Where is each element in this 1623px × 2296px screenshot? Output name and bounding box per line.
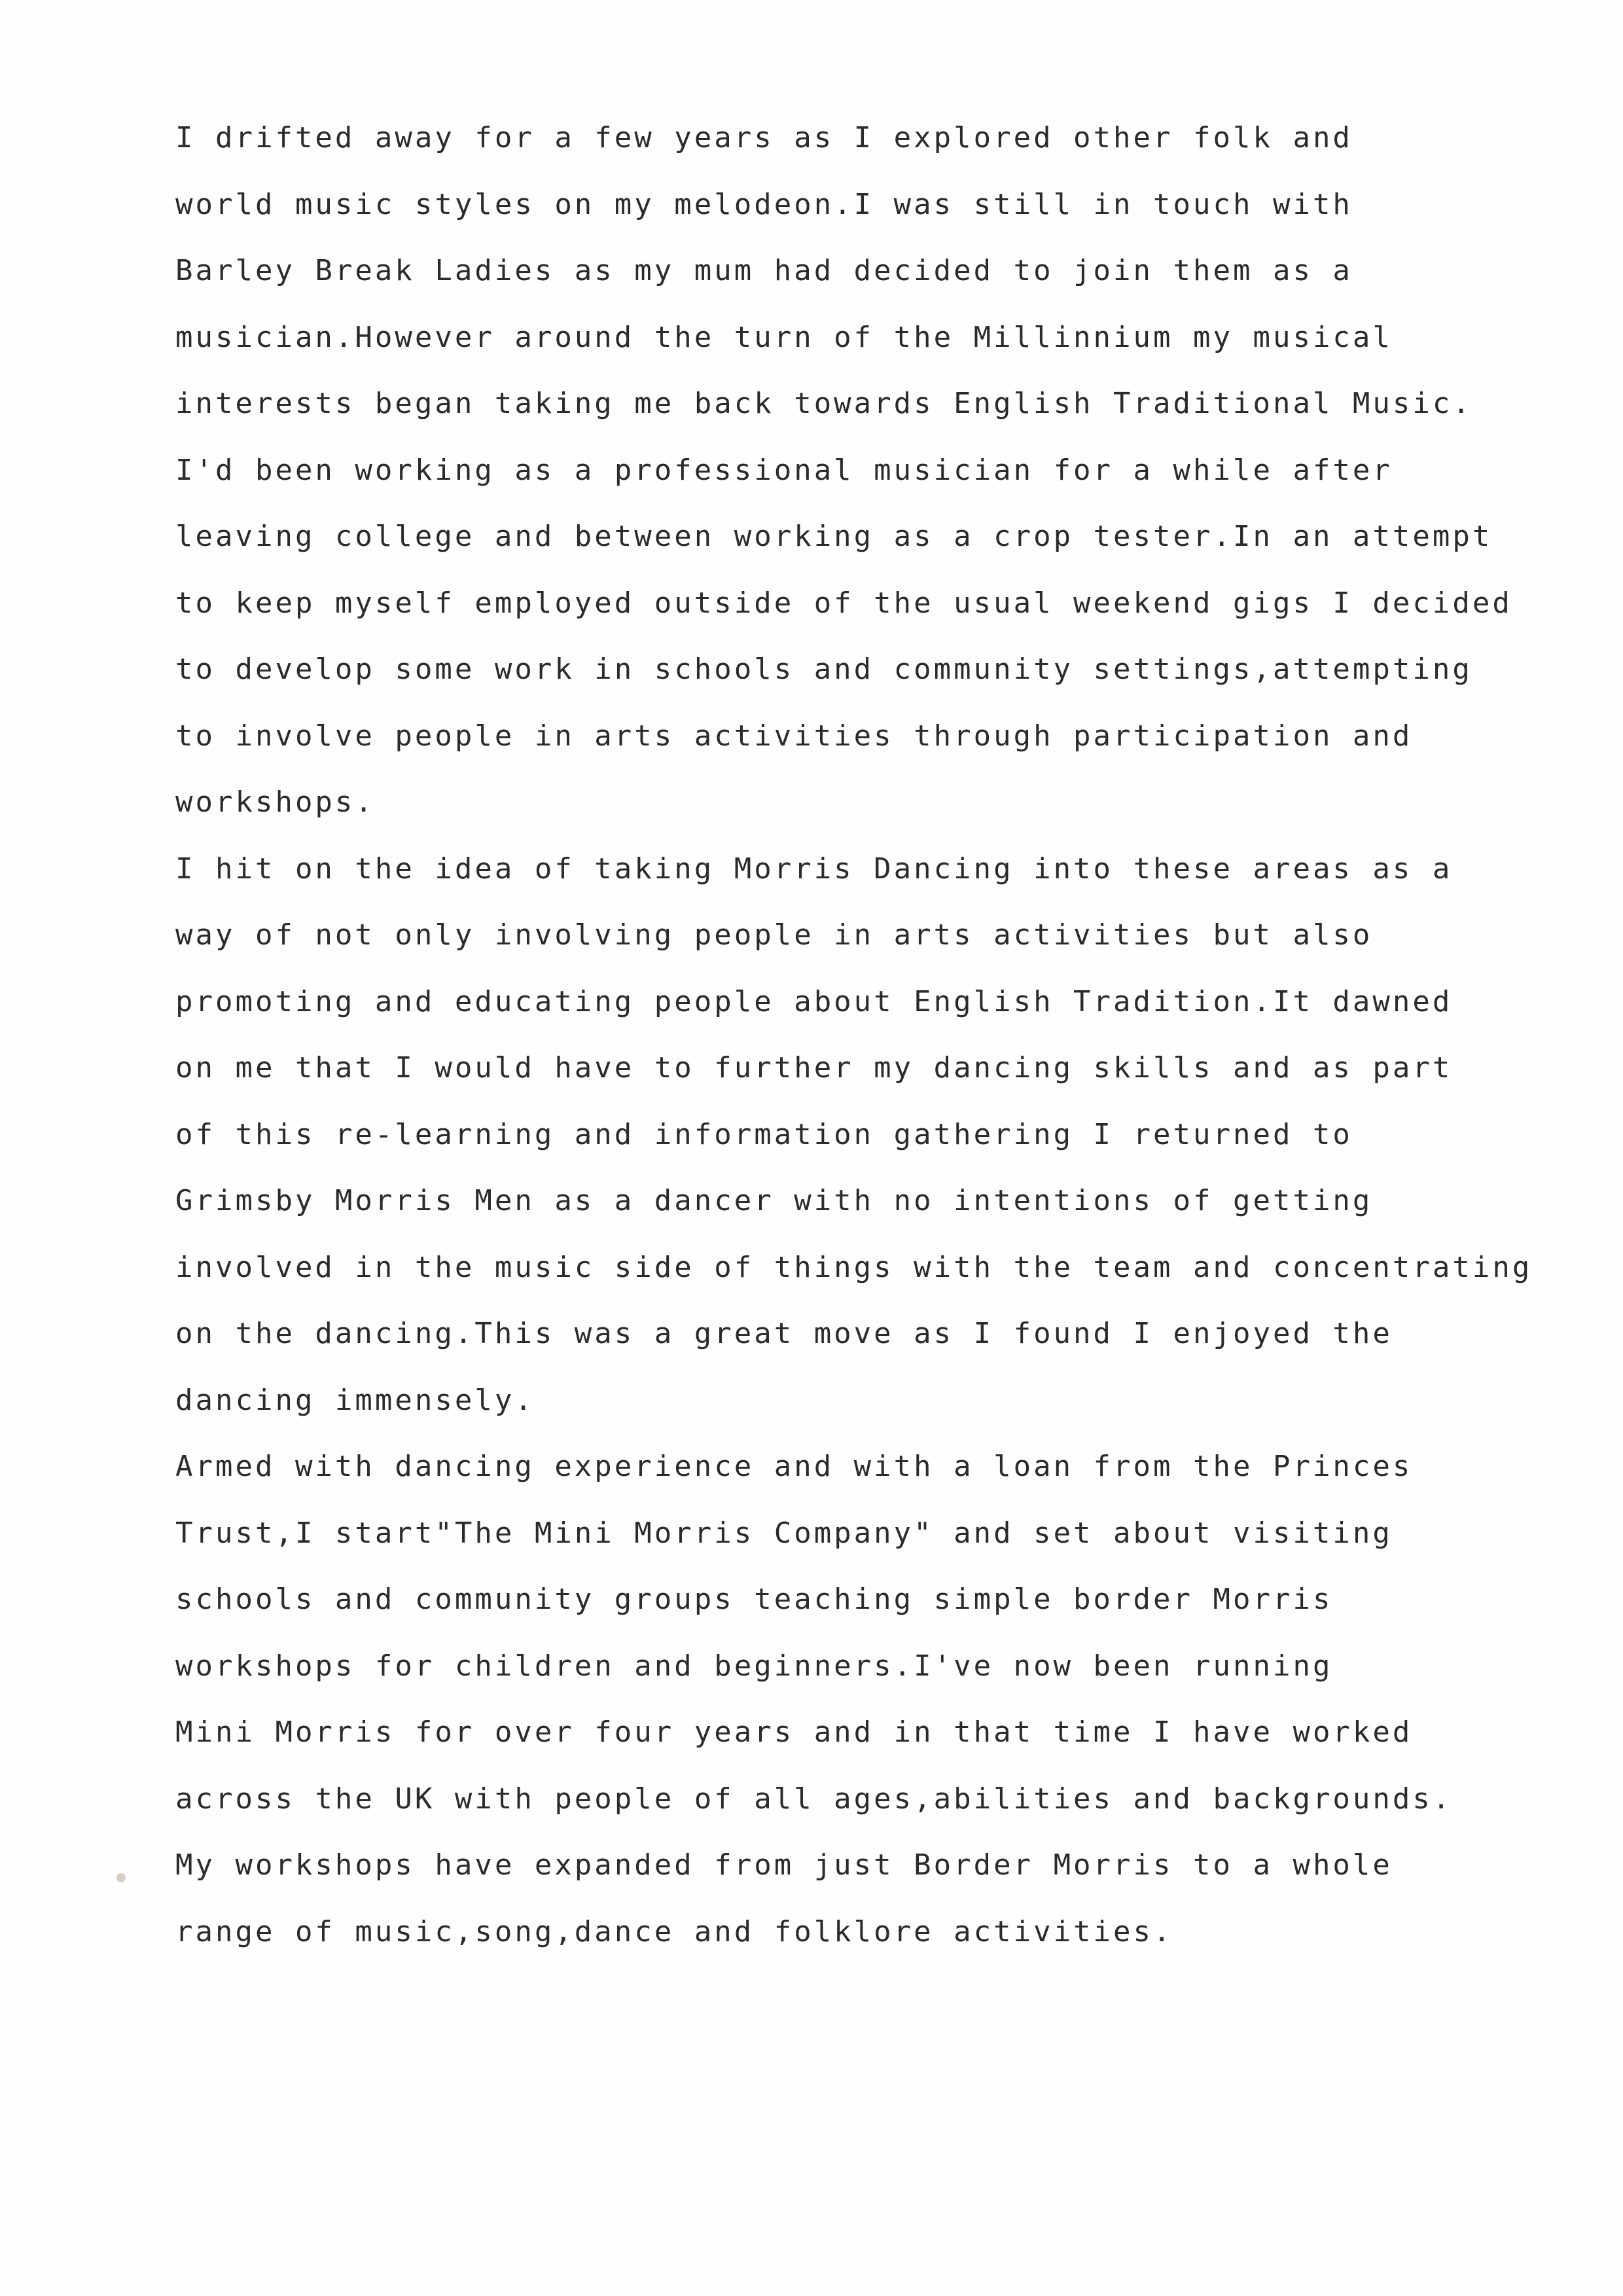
text-line: I drifted away for a few years as I explored other folk and (175, 121, 1353, 154)
text-line: to involve people in arts activities through participation and (175, 719, 1413, 753)
text-line: way of not only involving people in arts activities but also (175, 918, 1373, 952)
text-line: Armed with dancing experience and with a loan from the Princes (175, 1450, 1413, 1483)
text-line: workshops. (175, 785, 375, 819)
text-line: on the dancing.This was a great move as I found I enjoyed the (175, 1317, 1393, 1350)
text-line: Trust,I start"The Mini Morris Company" and set about visiting (175, 1516, 1393, 1550)
text-line: schools and community groups teaching simple border Morris (175, 1583, 1333, 1616)
text-line: world music styles on my melodeon.I was still in touch with (175, 187, 1353, 221)
text-line: range of music,song,dance and folklore activities. (175, 1914, 1173, 1948)
text-line: I hit on the idea of taking Morris Dancing into these areas as a (175, 852, 1453, 886)
text-line: workshops for children and beginners.I've now been running (175, 1649, 1333, 1683)
text-line: leaving college and between working as a crop tester.In an attempt (175, 520, 1493, 553)
paper-speck (116, 1873, 126, 1882)
text-line: Mini Morris for over four years and in that time I have worked (175, 1715, 1413, 1749)
text-line: dancing immensely. (175, 1383, 535, 1417)
text-line: of this re-learning and information gathering I returned to (175, 1117, 1353, 1151)
text-line: across the UK with people of all ages,abilities and backgrounds. (175, 1782, 1453, 1816)
text-line: interests began taking me back towards English Traditional Music. (175, 387, 1472, 420)
text-line: I'd been working as a professional musician for a while after (175, 453, 1393, 487)
text-line: involved in the music side of things with the team and concentrating (175, 1250, 1533, 1284)
text-line: to keep myself employed outside of the usual weekend gigs I decided (175, 586, 1512, 620)
text-line: musician.However around the turn of the Millinnium my musical (175, 320, 1393, 354)
text-line: promoting and educating people about English Tradition.It dawned (175, 984, 1453, 1018)
text-line: on me that I would have to further my dancing skills and as part (175, 1051, 1453, 1085)
body-text (175, 105, 1589, 1965)
text-line: to develop some work in schools and community settings,attempting (175, 653, 1472, 686)
text-line: Barley Break Ladies as my mum had decided to join them as a (175, 254, 1353, 287)
text-line: Grimsby Morris Men as a dancer with no intentions of getting (175, 1184, 1373, 1217)
text-line: My workshops have expanded from just Border Morris to a whole (175, 1848, 1393, 1882)
